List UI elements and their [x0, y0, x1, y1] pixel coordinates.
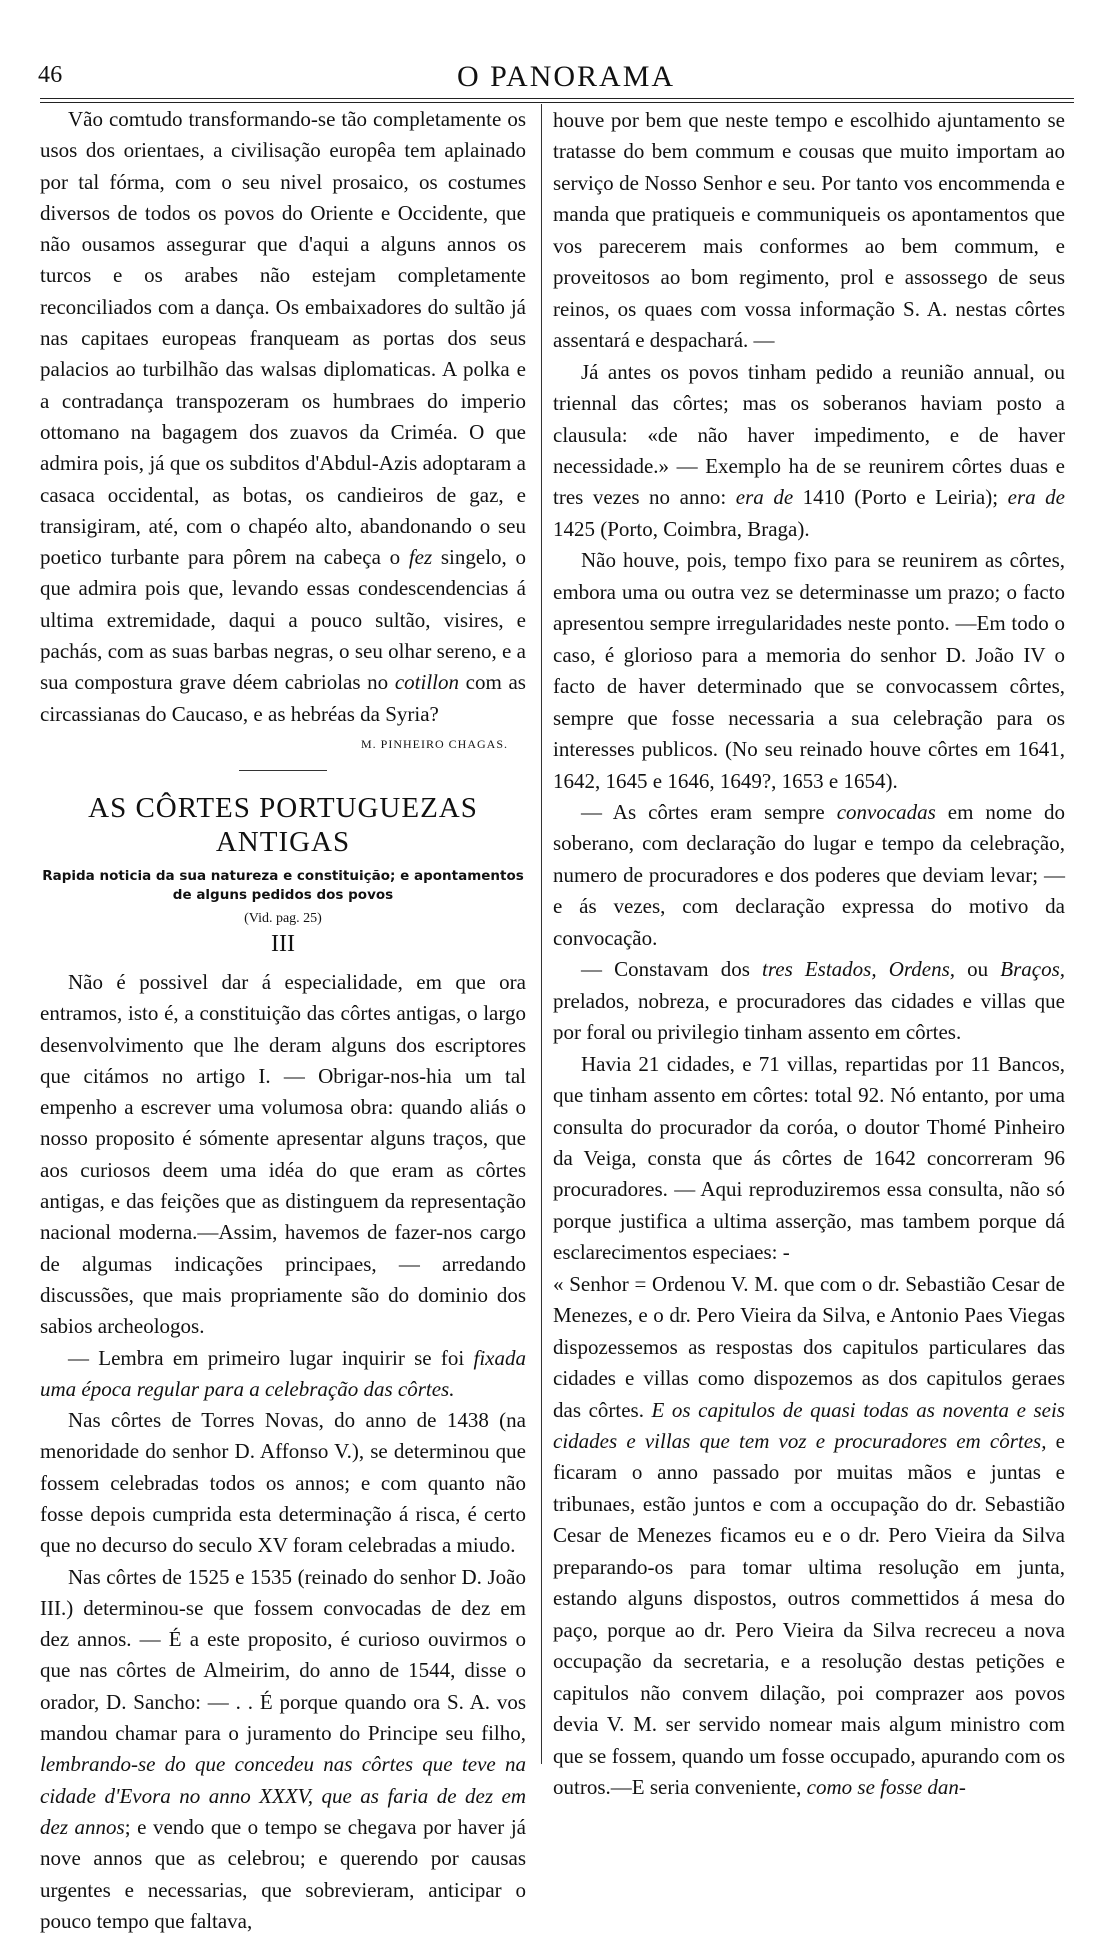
journal-title: O PANORAMA [456, 60, 676, 93]
left-paragraph-1-text: Vão comtudo transformando-se tão completamente os usos dos orientaes, a civilisação europêa tem aplainado por tal fórma, com o seu nivel prosaico, os costumes diversos de todos os povos do Oriente e Occidente, que não ousamos assegurar que d'aqui a alguns annos os turcos e os arabes não estejam completamente reconciliados com a dança. Os embaixadores do sultão já nas capitaes europeas franqueam as portas dos seus palacios ao turbilhão das walsas diplomaticas. A polka e a contradança transpozeram os humbraes do imperio ottomano na bagagem dos zuavos da Criméa. O que admira pois, já que os subditos d'Abdul-Azis adoptaram a casaca occidental, as botas, os candieiros de gaz, e transigiram, até, com o chapéo alto, abandonando o seu poetico turbante para pôrem na cabeça o [40, 107, 526, 570]
right-paragraph-5-italic-1: tres Estados, Ordens, [762, 957, 956, 982]
column-divider [541, 104, 542, 1764]
right-paragraph-5-italic-2: Braços, [1000, 957, 1066, 982]
right-paragraph-7-text: « Senhor = Ordenou V. M. que com o dr. Sebastião Cesar de Menezes, e o dr. Pero Vieira da Silva, e Antonio Paes Viegas dispozessemos as respostas dos capitulos particulares das cidades e villas como dispozemos as dos capitulos geraes das côrtes. [553, 1271, 1065, 1422]
right-paragraph-5-text: — Constavam dos [581, 957, 763, 982]
section-title: AS CÔRTES PORTUGUEZAS ANTIGAS [88, 791, 478, 858]
page-header [38, 54, 1074, 94]
right-paragraph-5-middle: ou [955, 957, 1001, 982]
header-rule-second [40, 102, 1074, 103]
right-paragraph-5 [553, 954, 1065, 1048]
left-paragraph-1-ending: com as circassianas do Caucaso, e as hebréas da Syria? [40, 670, 526, 726]
article-signature: M. PINHEIRO CHAGAS. [360, 736, 508, 751]
header-rule [40, 98, 1074, 99]
left-paragraph-5-italic: lembrando-se do que concedeu nas côrtes que teve na cidade d'Evora no anno XXXV, que as faria de dez em dez annos [40, 1752, 526, 1839]
left-column [40, 104, 526, 1937]
right-paragraph-2 [553, 357, 1065, 546]
italic-fez: fez [408, 545, 433, 570]
left-paragraph-3-italic: fixada uma época regular para a celebração das côrtes. [40, 1345, 526, 1401]
right-paragraph-4-text: — As côrtes eram sempre [581, 799, 837, 824]
right-paragraph-3: Não houve, pois, tempo fixo para se reunirem as côrtes, embora uma ou outra vez se determinasse um prazo; o facto apresentou sempre irregularidades neste ponto. —Em todo o caso, é glorioso para a memoria do senhor D. João IV o facto de haver determinado que se convocassem côrtes, sempre que fosse necessaria a sua celebração para os interesses publicos. (No seu reinado houve côrtes em 1641, 1642, 1645 e 1646, 1649?, 1653 e 1654). [553, 548, 1065, 793]
right-paragraph-1: houve por bem que neste tempo e escolhido ajuntamento se tratasse do bem commum e cousas que muito importam ao serviço de Nosso Senhor e seu. Por tanto vos encommenda e manda que pratiqueis e communiqueis os apontamentos que vos parecerem mais conformes ao bem commum, e proveitosos ao bom regimento, prol e assossego de seus reinos, os quaes com vossa informação S. A. nestas côrtes assentará e despachará. — [553, 108, 1065, 353]
left-paragraph-3 [40, 1343, 526, 1406]
right-paragraph-7-italic: E os capitulos de quasi todas as noventa e seis cidades e villas que tem voz e procuradores em côrtes, [553, 1397, 1065, 1454]
right-paragraph-4-italic: convocadas [836, 799, 936, 824]
right-paragraph-6: Havia 21 cidades, e 71 villas, repartidas por 11 Bancos, que tinham assento em côrtes: total 92. Nó entanto, por uma consulta do procurador da coróa, o doutor Thomé Pinheiro da Veiga, consta que ás côrtes de 1642 concorreram 96 procuradores. — Aqui reproduziremos essa consulta, não só porque justifica a ultima asserção, mas tambem porque dá esclarecimentos especiaes: - [553, 1051, 1065, 1265]
page-number: 46 [38, 62, 63, 88]
section-subtitle: Rapida noticia da sua natureza e constituição; e apontamentos de alguns pedidos dos povos [42, 867, 524, 903]
left-paragraph-1 [40, 104, 526, 730]
left-paragraph-3-text: — Lembra em primeiro lugar inquirir se foi [68, 1345, 474, 1370]
right-paragraph-2-text: Já antes os povos tinham pedido a reunião annual, ou triennal das côrtes; mas os soberanos haviam posto a clausula: «de não haver impedimento, e de haver necessidade.» — Exemplo ha de se reunirem côrtes duas e tres vezes no anno: [553, 359, 1065, 510]
page-reference: (Vid. pag. 25) [244, 910, 322, 926]
right-column [553, 105, 1065, 1803]
right-paragraph-7 [553, 1269, 1065, 1804]
right-paragraph-5-ending: prelados, nobreza, e procuradores das cidades e villas que por foral ou privilegio tinham assento em côrtes. [553, 988, 1065, 1045]
section-separator [239, 770, 327, 771]
left-paragraph-5 [40, 1562, 526, 1937]
right-paragraph-4 [553, 797, 1065, 954]
left-paragraph-2: Não é possivel dar á especialidade, em que ora entramos, isto é, a constituição das côrtes antigas, o largo desenvolvimento que lhe deram alguns dos escriptores que citámos no artigo I. — Obrigar-nos-hia um tal empenho a escrever uma volumosa obra: quando aliás o nosso proposito é sómente apresentar alguns traços, que aos curiosos deem uma idéa do que eram as côrtes antigas, e das feições que as distinguem da representação nacional moderna.—Assim, havemos de fazer-nos cargo de algumas indicações principaes, — arredando discussões, que mais propriamente são do dominio dos sabios archeologos. [40, 969, 526, 1339]
left-paragraph-1-continuation: singelo, o que admira pois que, levando essas condescendencias á ultima extremidade, daqui a pouco sultão, visires, e pachás, com as suas barbas negras, o seu olhar sereno, e a sua compostura grave déem cabriolas no [40, 545, 526, 695]
left-paragraph-5-text: Nas côrtes de 1525 e 1535 (reinado do senhor D. João III.) determinou-se que fossem convocadas de dez em dez annos. — É a este proposito, é curioso ouvirmos o que nas côrtes de Almeirim, do anno de 1544, disse o orador, D. Sancho: — . . É porque quando ora S. A. vos mandou chamar para o juramento do Principe seu filho, [40, 1564, 526, 1746]
section-number: III [271, 930, 295, 957]
left-paragraph-5-ending: ; e vendo que o tempo se chegava por haver já nove annos que as celebrou; e querendo por causas urgentes e necessarias, que sobrevieram, anticipar o pouco tempo que faltava, [40, 1814, 526, 1933]
right-paragraph-7-final-italic: como se fosse dan- [806, 1775, 966, 1800]
right-paragraph-2-italic-1: era de [735, 485, 794, 510]
italic-cotillon: cotillon [394, 670, 460, 695]
left-paragraph-4: Nas côrtes de Torres Novas, do anno de 1438 (na menoridade do senhor D. Affonso V.), se determinou que fossem celebradas todos os annos; e com quanto não fosse depois cumprida esta determinação á risca, é certo que no decurso do seculo XV foram celebradas a miudo. [40, 1408, 526, 1558]
right-paragraph-4-ending: em nome do soberano, com declaração do lugar e tempo da celebração, numero de procuradores e dos poderes que deviam levar; —e ás vezes, com declaração expressa do motivo da convocação. [553, 799, 1065, 950]
right-paragraph-2-ending: 1425 (Porto, Coimbra, Braga). [553, 516, 810, 541]
right-paragraph-7-ending: e ficaram o anno passado por muitas mãos e juntas e tribunaes, estão juntos e com a occupação do dr. Sebastião Cesar de Menezes ficamos eu e o dr. Pero Vieira da Silva preparando-os para tomar ultima resolução em junta, estando alguns dispostos, outros commettidos á mesa do paço, porque ao dr. Pero Vieira da Silva recreceu a nova occupação da secretaria, e a resolução destas petições e capitulos não convem dilação, poi comprazer aos povos devia V. M. ser servido nomear mais algum ministro com que se fossem, quando um fosse occupado, apurando com os outros.—E seria conveniente, [553, 1429, 1065, 1800]
right-paragraph-2-middle: 1410 (Porto e Leiria); [793, 485, 1008, 510]
right-paragraph-2-italic-2: era de [1007, 485, 1065, 510]
